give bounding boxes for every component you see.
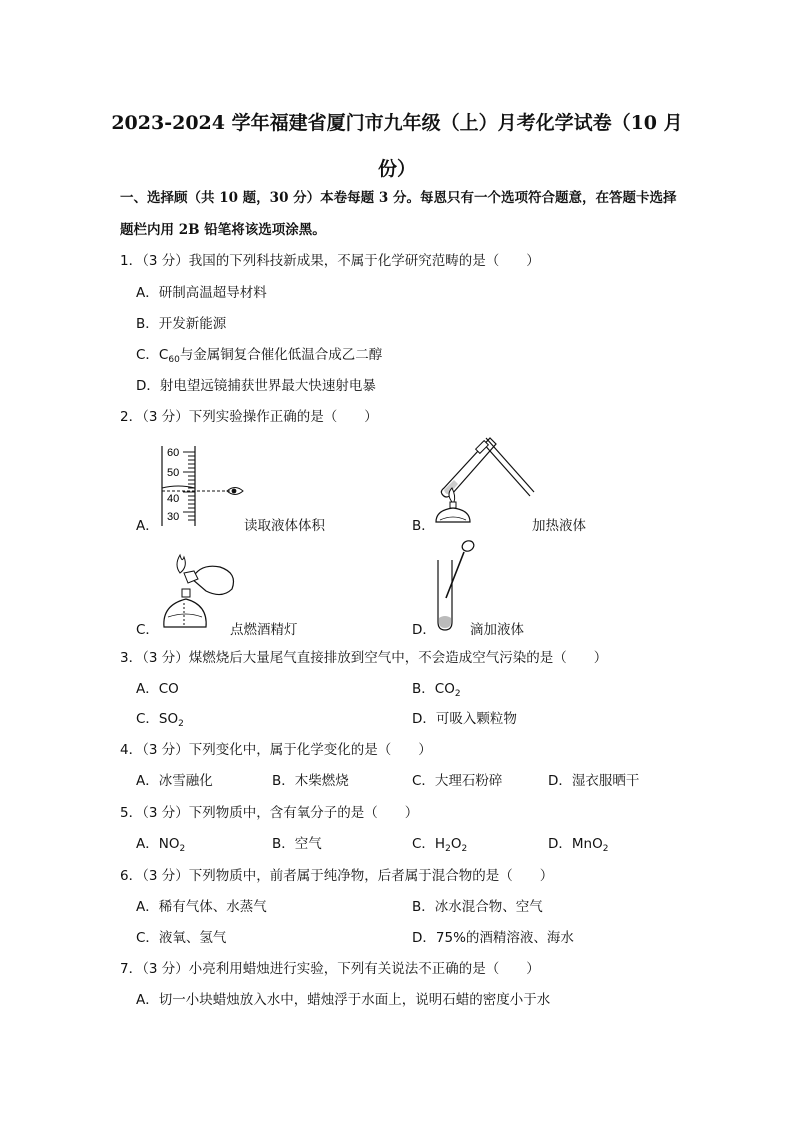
tick-label-60: 60 [167,447,180,459]
question-1-option-a: A．研制高温超导材料 [136,285,267,301]
section-header-line-2: 题栏内用 2B 铅笔将该选项涂黑。 [120,222,326,238]
question-2-option-d-letter: D． [412,622,436,638]
question-3-option-c: C．$SO_2$ [136,711,184,729]
tick-label-40: 40 [167,493,180,505]
question-1-stem: 1．（3 分）我国的下列科技新成果，不属于化学研究范畴的是（ ） [120,253,540,269]
question-2-option-a-letter: A． [136,518,159,534]
question-1-option-c: C．$C_{60}$与金属铜复合催化低温合成乙二醇 [136,347,383,365]
question-6-option-d: D．75%的酒精溶液、海水 [412,930,574,946]
question-1-option-d: D．射电望远镜捕获世界最大快速射电暴 [136,378,376,394]
question-6-stem: 6．（3 分）下列物质中，前者属于纯净物，后者属于混合物的是（ ） [120,868,554,884]
question-4-option-b: B．木柴燃烧 [272,773,349,789]
question-4-stem: 4．（3 分）下列变化中，属于化学变化的是（ ） [120,742,432,758]
tick-label-30: 30 [167,511,180,523]
heating-liquid-figure [432,430,542,528]
question-3-option-a: A．CO [136,681,179,697]
question-6-option-c: C．液氧、氢气 [136,930,227,946]
question-7-stem: 7．（3 分）小亮利用蜡烛进行实验，下列有关说法不正确的是（ ） [120,961,540,977]
question-3-stem: 3．（3 分）煤燃烧后大量尾气直接排放到空气中，不会造成空气污染的是（ ） [120,650,608,666]
graduated-cylinder-figure [155,444,255,530]
question-2-option-d-caption: 滴加液体 [470,622,524,638]
question-6-option-b: B．冰水混合物、空气 [412,899,543,915]
question-2-option-c-caption: 点燃酒精灯 [230,622,298,638]
question-2-stem: 2．（3 分）下列实验操作正确的是（ ） [120,409,378,425]
question-5-option-d: D．MnO$_2$ [548,836,609,854]
question-2-option-b-letter: B． [412,518,435,534]
question-2-option-c-letter: C． [136,622,159,638]
question-6-option-a: A．稀有气体、水蒸气 [136,899,267,915]
page-title [100,100,694,192]
question-5-option-b: B．空气 [272,836,322,852]
question-7-option-a: A．切一小块蜡烛放入水中，蜡烛浮于水面上，说明石蜡的密度小于水 [136,992,551,1008]
question-5-option-c: C．$H_2O_2$ [412,836,468,854]
question-1-option-b: B．开发新能源 [136,316,227,332]
title-line-1: 2023-2024 学年福建省厦门市九年级（上）月考化学试卷（10 月 [111,112,683,134]
question-5-option-a: A．$NO_2$ [136,836,186,854]
question-5-stem: 5．（3 分）下列物质中，含有氧分子的是（ ） [120,805,419,821]
question-2-option-a-caption: 读取液体体积 [244,518,325,534]
question-2-option-b-caption: 加热液体 [532,518,586,534]
question-3-option-d: D．可吸入颗粒物 [412,711,517,727]
section-header-line-1: 一、选择顾（共 10 题，30 分）本卷每题 3 分。每恩只有一个选项符合题意，在答题卡选择 [120,190,677,206]
tick-label-50: 50 [167,467,180,479]
question-4-option-a: A．冰雪融化 [136,773,213,789]
question-4-option-d: D．湿衣服晒干 [548,773,640,789]
question-4-option-c: C．大理石粉碎 [412,773,503,789]
question-3-option-b: B．$CO_2$ [412,681,461,699]
title-line-2: 份） [377,158,416,180]
